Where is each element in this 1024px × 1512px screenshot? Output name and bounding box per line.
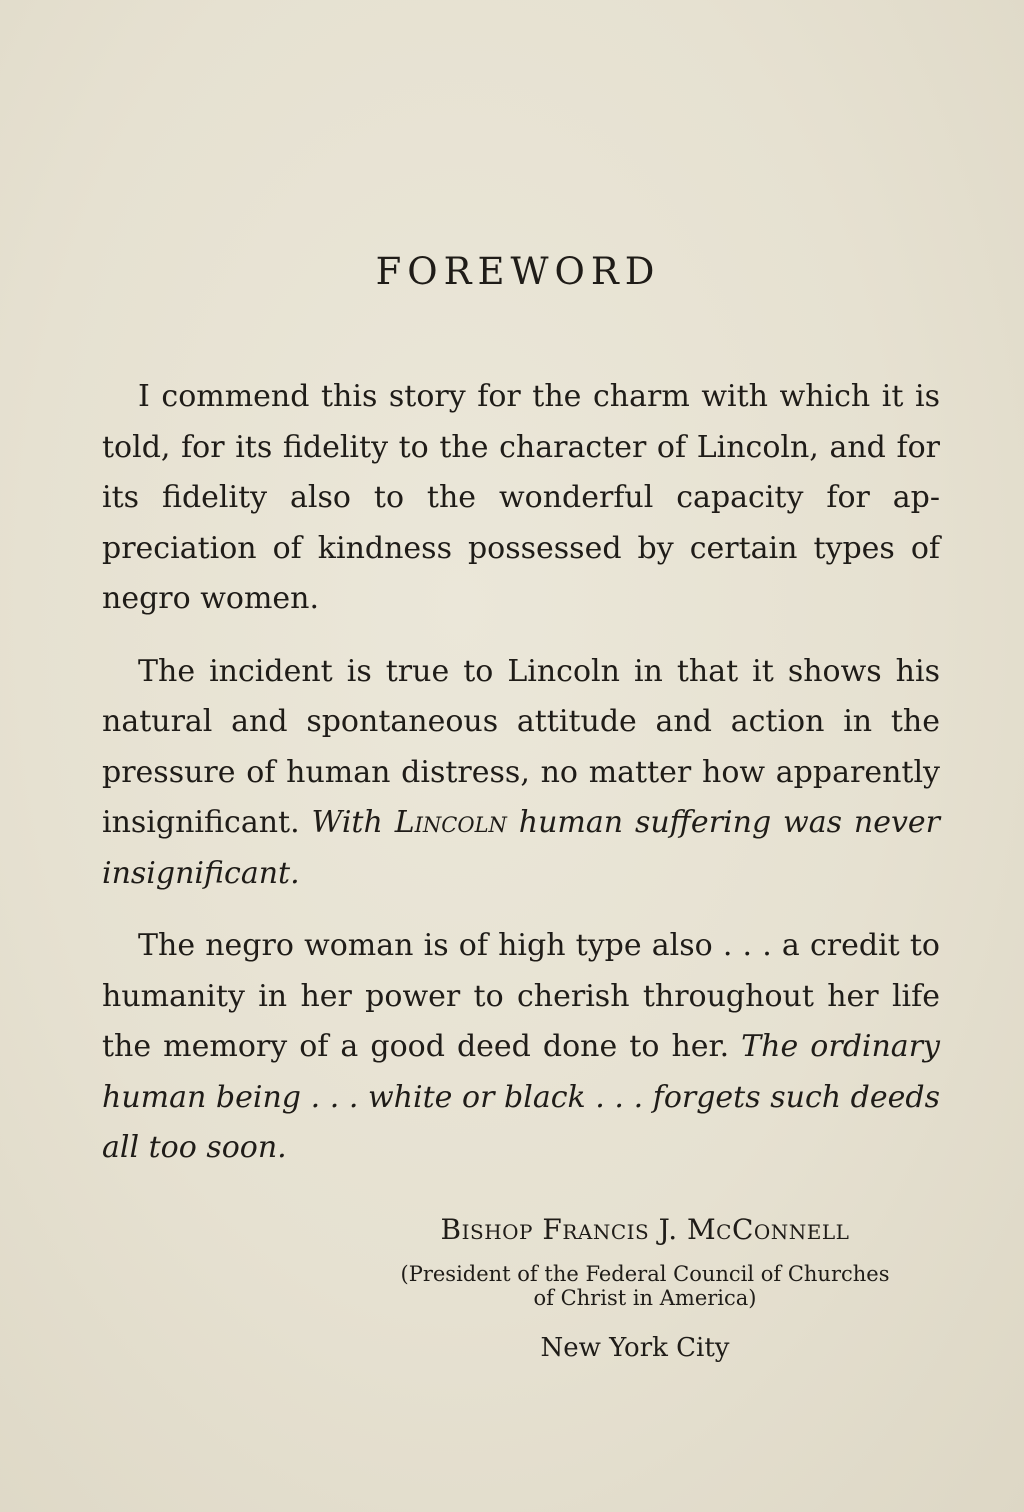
signature-name: Bishop Francis J. McConnell xyxy=(440,1213,850,1246)
signature-title-line-2: of Christ in America) xyxy=(533,1286,757,1310)
page-title: FOREWORD xyxy=(375,250,661,293)
paragraph-3-emphasis: The ordinary human being . . . white or black . . . forgets such deeds all too soon. xyxy=(102,1029,940,1165)
paragraph-3-text: The negro woman is of high type also . . . a credit to humanity in her power to cherish throughout her life the memory of a good deed done to her. xyxy=(102,928,940,1064)
paragraph-1: I commend this story for the charm with which it is told, for its fidelity to the character of Lincoln, and for its fidelity also to the wonderful capacity for appreciation of kindness possessed by certain types of negro women. xyxy=(102,379,940,616)
paragraph-2-text: The incident is true to Lincoln in that it shows his natural and spontaneous attitude and action in the pressure of human distress, no matter how apparently insignificant. xyxy=(102,653,940,840)
paragraph-3 xyxy=(102,921,940,1174)
signature-title xyxy=(330,1262,920,1310)
signature-city: New York City xyxy=(540,1333,730,1363)
paragraph-2 xyxy=(102,647,940,900)
foreword-body xyxy=(102,372,940,1196)
paragraph-2-emphasis-start: With xyxy=(311,805,395,840)
signature-block xyxy=(330,1208,920,1364)
lincoln-small-caps: Lincoln xyxy=(394,805,507,840)
signature-title-line-1: (President of the Federal Council of Churches xyxy=(400,1262,890,1286)
paragraph-2-emphasis-end: human suffering was never insignificant. xyxy=(102,805,940,891)
